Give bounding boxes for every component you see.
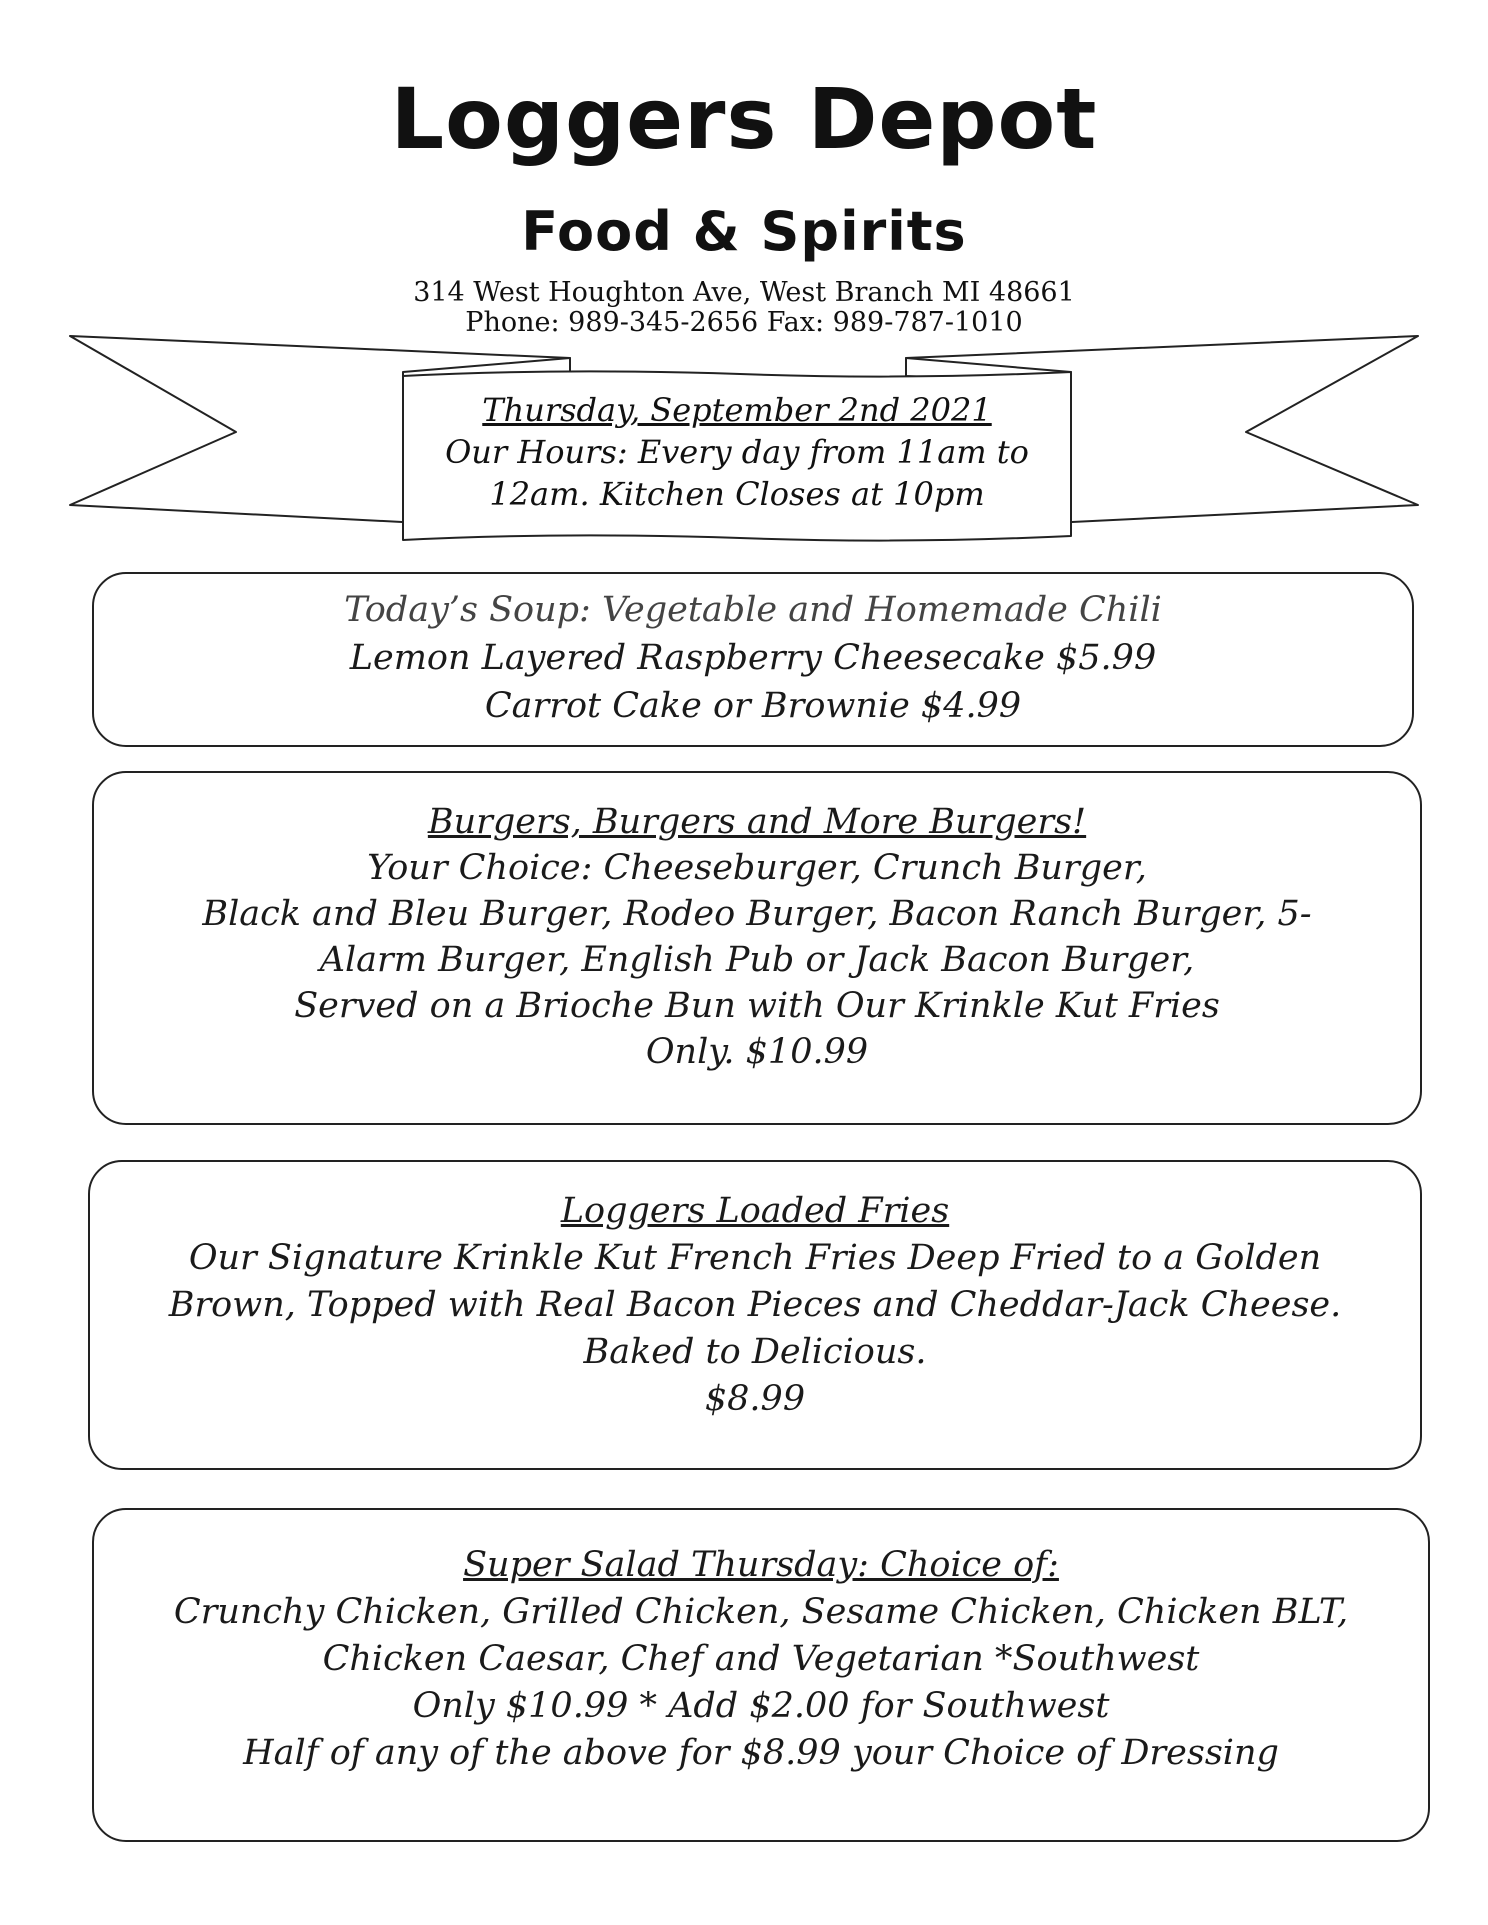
loaded-fries-box xyxy=(88,1160,1422,1470)
soup-dessert-box xyxy=(92,572,1414,747)
salad-line: Chicken Caesar, Chef and Vegetarian *Southwest xyxy=(322,1639,1200,1679)
salad-heading: Super Salad Thursday: Choice of: xyxy=(463,1545,1059,1585)
burgers-line: Black and Bleu Burger, Rodeo Burger, Bacon Ranch Burger, 5- xyxy=(202,894,1312,934)
banner-hours-line1: Our Hours: Every day from 11am to xyxy=(445,433,1029,471)
fries-price: $8.99 xyxy=(704,1379,806,1419)
fries-line: Baked to Delicious. xyxy=(583,1332,927,1372)
soup-of-the-day: Today’s Soup: Vegetable and Homemade Chili xyxy=(344,590,1162,630)
banner-hours-line2: 12am. Kitchen Closes at 10pm xyxy=(489,475,985,513)
salad-line: Crunchy Chicken, Grilled Chicken, Sesame Chicken, Chicken BLT, xyxy=(173,1592,1349,1632)
burgers-line: Your Choice: Cheeseburger, Crunch Burger, xyxy=(367,848,1147,888)
burgers-heading: Burgers, Burgers and More Burgers! xyxy=(427,802,1087,842)
fries-line: Brown, Topped with Real Bacon Pieces and Cheddar-Jack Cheese. xyxy=(168,1285,1342,1325)
fries-line: Our Signature Krinkle Kut French Fries Deep Fried to a Golden xyxy=(188,1238,1322,1278)
burgers-line: Served on a Brioche Bun with Our Krinkle Kut Fries xyxy=(294,986,1220,1026)
dessert-cheesecake: Lemon Layered Raspberry Cheesecake $5.99 xyxy=(349,638,1157,678)
date-hours-banner xyxy=(403,371,1071,536)
salad-line: Half of any of the above for $8.99 your Choice of Dressing xyxy=(243,1733,1279,1773)
restaurant-name: Loggers Depot xyxy=(390,70,1098,168)
banner-date: Thursday, September 2nd 2021 xyxy=(482,391,992,429)
fries-heading: Loggers Loaded Fries xyxy=(560,1191,950,1231)
address: 314 West Houghton Ave, West Branch MI 48661 xyxy=(413,277,1075,308)
burgers-box xyxy=(92,771,1422,1125)
burgers-line: Alarm Burger, English Pub or Jack Bacon Burger, xyxy=(319,940,1195,980)
salad-line: Only $10.99 * Add $2.00 for Southwest xyxy=(412,1686,1110,1726)
tagline: Food & Spirits xyxy=(521,200,967,263)
contact-info: Phone: 989-345-2656 Fax: 989-787-1010 xyxy=(465,307,1023,338)
burgers-price: Only. $10.99 xyxy=(645,1032,869,1072)
salad-box xyxy=(92,1508,1430,1842)
dessert-cake-brownie: Carrot Cake or Brownie $4.99 xyxy=(484,686,1022,726)
